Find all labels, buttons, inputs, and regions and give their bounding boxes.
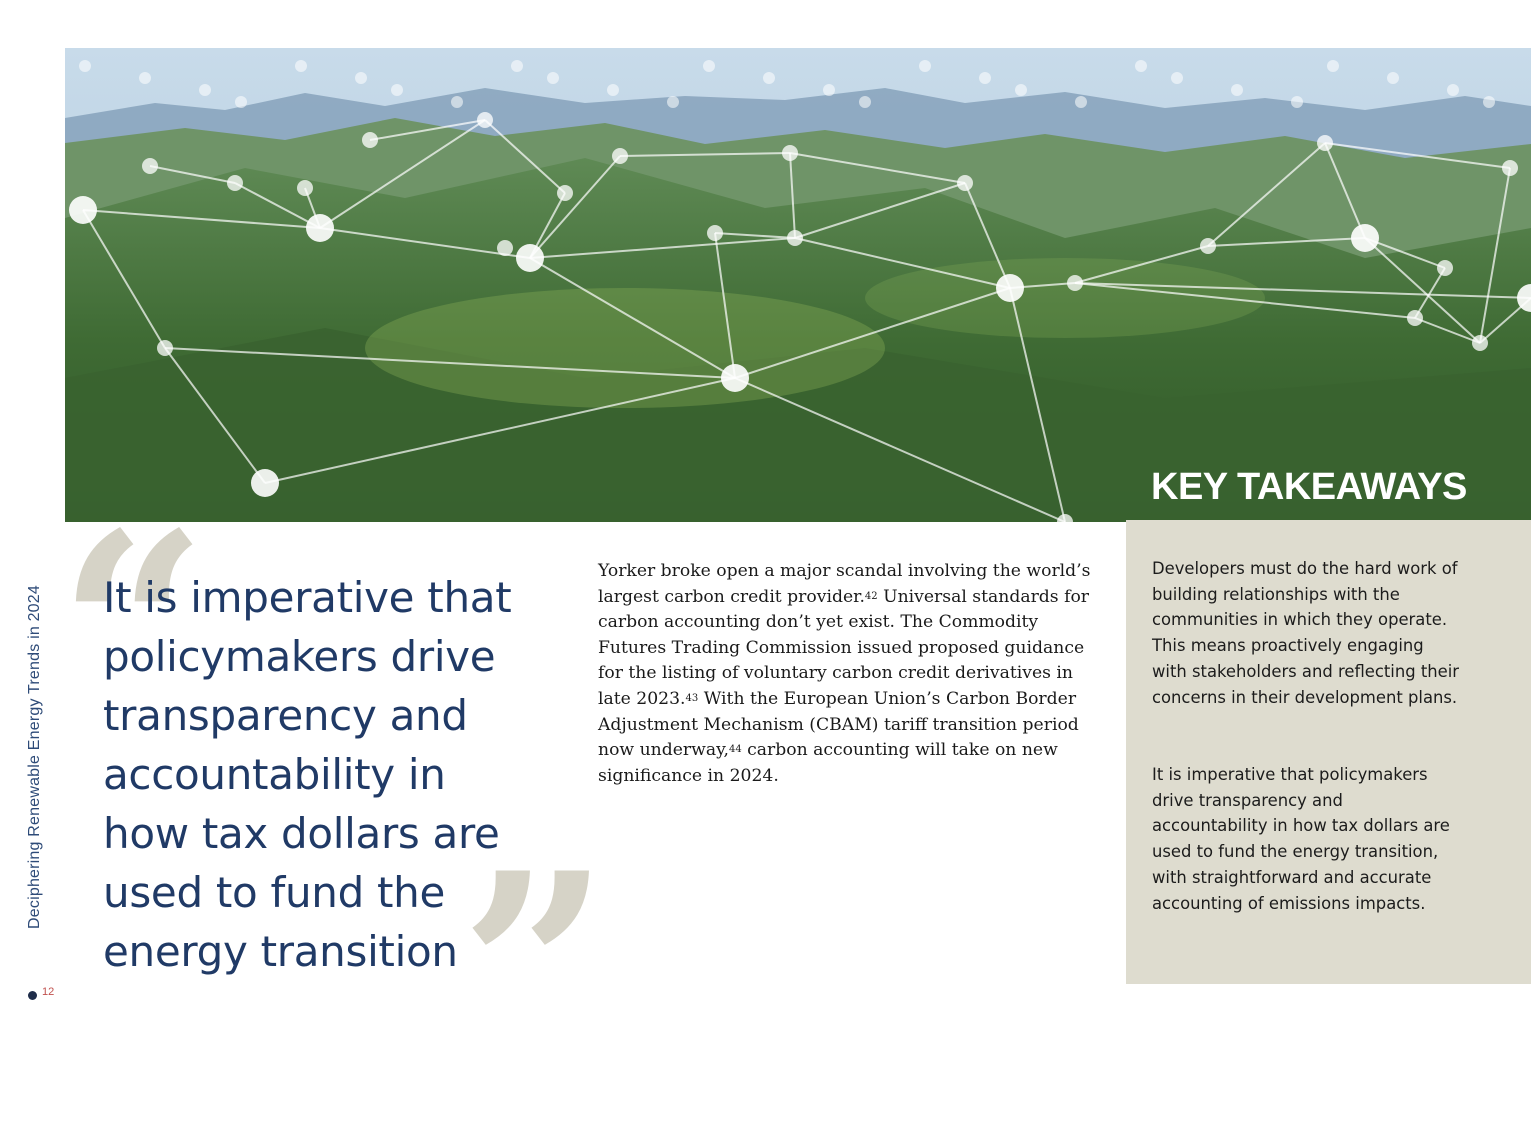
floating-eco-icon [451, 96, 463, 108]
floating-eco-icon [199, 84, 211, 96]
floating-eco-icon [1387, 72, 1399, 84]
open-quote-icon: “ [58, 477, 208, 782]
network-node-icon [142, 158, 158, 174]
network-node-icon [957, 175, 973, 191]
network-node-icon [1502, 160, 1518, 176]
floating-eco-icon [1483, 96, 1495, 108]
key-takeaway-paragraph: Developers must do the hard work of building relationships with the communities in which they operate. This means proactively engaging with stakeholders and reflecting their concerns in their development plans. [1152, 559, 1460, 707]
network-node-icon [707, 225, 723, 241]
network-node-icon [557, 185, 573, 201]
network-node-icon [1200, 238, 1216, 254]
floating-eco-icon [547, 72, 559, 84]
network-node-icon [227, 175, 243, 191]
close-quote-icon: ” [460, 817, 610, 1122]
floating-eco-icon [607, 84, 619, 96]
floating-eco-icon [79, 60, 91, 72]
network-node-icon [1317, 135, 1333, 151]
network-node-icon [1437, 260, 1453, 276]
footnote-ref[interactable]: 42 [864, 590, 878, 602]
floating-eco-icon [355, 72, 367, 84]
page-number: 12 [28, 986, 54, 998]
floating-eco-icon [823, 84, 835, 96]
network-node-icon [612, 148, 628, 164]
network-node-icon [1472, 335, 1488, 351]
network-node-icon [69, 196, 97, 224]
floating-eco-icon [139, 72, 151, 84]
floating-eco-icon [295, 60, 307, 72]
floating-eco-icon [1171, 72, 1183, 84]
floating-eco-icon [1135, 60, 1147, 72]
floating-eco-icon [703, 60, 715, 72]
floating-eco-icon [763, 72, 775, 84]
pull-quote: It is imperative that policymakers drive transparency and accountability in how tax dollars are used to fund the energy transition [103, 573, 512, 976]
network-node-icon [516, 244, 544, 272]
body-text-c: With the European Union’s Carbon Border Adjustment Mechanism (CBAM) tariff transition period now underway, [598, 688, 1079, 761]
floating-eco-icon [391, 84, 403, 96]
body-text-b: Universal standards for carbon accounting don’t yet exist. The Commodity Futures Trading Commission issued proposed guidance for the listing of voluntary carbon credit derivatives in late 2023. [598, 586, 1090, 709]
network-node-icon [996, 274, 1024, 302]
network-node-icon [297, 180, 313, 196]
network-node-icon [362, 132, 378, 148]
network-node-icon [782, 145, 798, 161]
document-side-title: Deciphering Renewable Energy Trends in 2024 [26, 585, 43, 929]
network-landscape-illustration [65, 48, 1531, 522]
network-node-icon [251, 469, 279, 497]
network-node-icon [721, 364, 749, 392]
floating-eco-icon [1015, 84, 1027, 96]
floating-eco-icon [1231, 84, 1243, 96]
key-takeaway-paragraph: It is imperative that policymakers drive transparency and accountability in how tax dollars are used to fund the energy transition, with straightforward and accurate accounting of emissions impacts. [1152, 765, 1450, 913]
floating-eco-icon [859, 96, 871, 108]
floating-eco-icon [979, 72, 991, 84]
footnote-ref[interactable]: 43 [685, 692, 699, 704]
floating-eco-icon [511, 60, 523, 72]
hero-image [65, 48, 1531, 522]
network-node-icon [1351, 224, 1379, 252]
network-node-icon [1407, 310, 1423, 326]
floating-eco-icon [919, 60, 931, 72]
floating-eco-icon [1291, 96, 1303, 108]
key-takeaways-heading: KEY TAKEAWAYS [1151, 466, 1467, 508]
body-text-d: carbon accounting will take on new significance in 2024. [598, 740, 1058, 786]
body-text-a: Yorker broke open a major scandal involving the world’s largest carbon credit provider. [598, 561, 1091, 607]
network-node-icon [477, 112, 493, 128]
network-node-icon [787, 230, 803, 246]
network-node-icon [306, 214, 334, 242]
network-node-icon [157, 340, 173, 356]
network-node-icon [1067, 275, 1083, 291]
network-node-icon [497, 240, 513, 256]
floating-eco-icon [1447, 84, 1459, 96]
floating-eco-icon [667, 96, 679, 108]
footnote-ref[interactable]: 44 [728, 744, 742, 756]
body-paragraph [598, 559, 1103, 789]
floating-eco-icon [1327, 60, 1339, 72]
floating-eco-icon [235, 96, 247, 108]
floating-eco-icon [1075, 96, 1087, 108]
